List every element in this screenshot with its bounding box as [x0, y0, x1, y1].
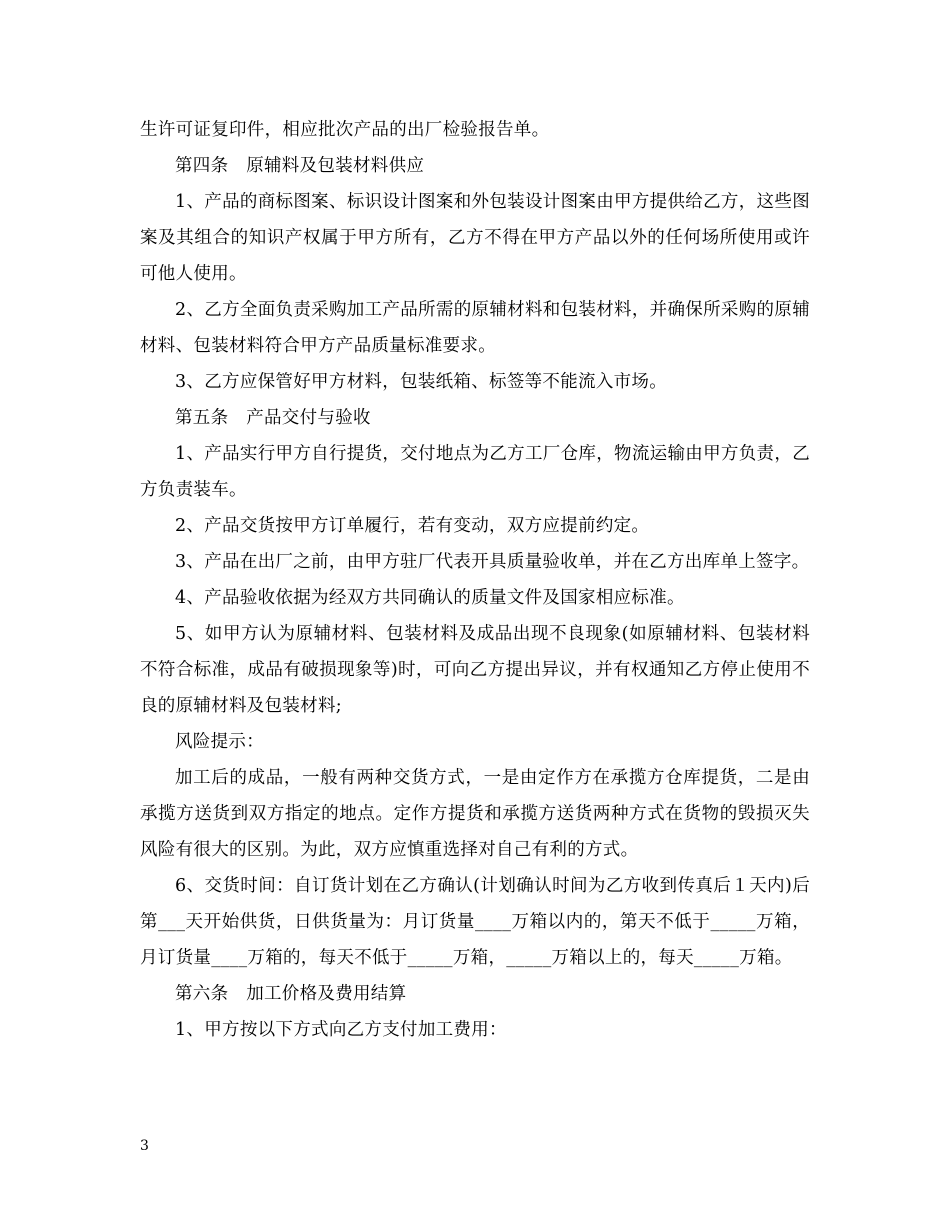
- risk-note-paragraph: 加工后的成品，一般有两种交货方式，一是由定作方在承揽方仓库提货，二是由承揽方送货到双方指定的地点。定作方提货和承揽方送货两种方式在货物的毁损灭失风险有很大的区别。为此，双方应慎重选择对自己有利的方式。: [140, 768, 810, 860]
- paragraph: 3、乙方应保管好甲方材料，包装纸箱、标签等不能流入市场。: [175, 372, 668, 392]
- paragraph: 3、产品在出厂之前，由甲方驻厂代表开具质量验收单，并在乙方出库单上签字。: [175, 552, 810, 572]
- risk-note-heading: 风险提示：: [175, 732, 264, 752]
- paragraph: 2、乙方全面负责采购加工产品所需的原辅材料和包装材料，并确保所采购的原辅材料、包装材料符合甲方产品质量标准要求。: [140, 300, 810, 356]
- section-heading-article-6: 第六条 加工价格及费用结算: [175, 984, 407, 1004]
- paragraph: 6、交货时间：自订货计划在乙方确认(计划确认时间为乙方收到传真后１天内)后第___天开始供货，日供货量为：月订货量____万箱以内的，第天不低于_____万箱，月订货量____万箱的，每天不低于_____万箱，_____万箱以上的，每天_____万箱。: [140, 876, 810, 968]
- paragraph: 1、甲方按以下方式向乙方支付加工费用：: [175, 1020, 507, 1040]
- section-heading-article-4: 第四条 原辅料及包装材料供应: [175, 156, 425, 176]
- paragraph: 生许可证复印件，相应批次产品的出厂检验报告单。: [140, 120, 550, 140]
- paragraph: 1、产品实行甲方自行提货，交付地点为乙方工厂仓库，物流运输由甲方负责，乙方负责装车。: [140, 444, 810, 500]
- paragraph: 5、如甲方认为原辅材料、包装材料及成品出现不良现象(如原辅材料、包装材料不符合标准，成品有破损现象等)时，可向乙方提出异议，并有权通知乙方停止使用不良的原辅材料及包装材料;: [140, 624, 810, 716]
- section-heading-article-5: 第五条 产品交付与验收: [175, 408, 371, 428]
- paragraph: 4、产品验收依据为经双方共同确认的质量文件及国家相应标准。: [175, 588, 685, 608]
- paragraph: 1、产品的商标图案、标识设计图案和外包装设计图案由甲方提供给乙方，这些图案及其组合的知识产权属于甲方所有，乙方不得在甲方产品以外的任何场所使用或许可他人使用。: [140, 192, 810, 284]
- paragraph: 2、产品交货按甲方订单履行，若有变动，双方应提前约定。: [175, 516, 650, 536]
- page-number: 3: [140, 1138, 149, 1154]
- document-body: [140, 112, 810, 1048]
